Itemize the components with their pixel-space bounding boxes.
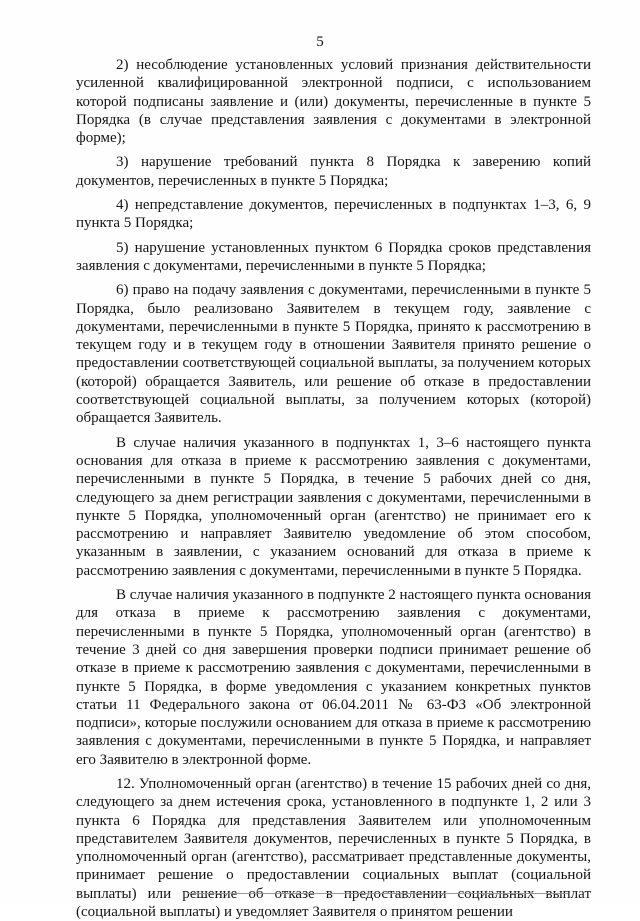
paragraph-section-12: 12. Уполномоченный орган (агентство) в течение 15 рабочих дней со дня, следующего за днем истечения срока, установленного в подпункте 1, 2 или 3 пункта 6 Порядка для представления Заявителем или уполномоченным представителем Заявителя документов, перечисленных в пункте 5 Порядка, в уполномоченный орган (агентство), рассматривает представленные документы, принимает решение о предоставлении социальных выплат (социальной выплаты) или решение об отказе в предоставлении социальных выплат (социальной выплаты) и уведомляет Заявителя о принятом решении — [76, 775, 591, 921]
page-number: 5 — [316, 34, 324, 50]
paragraph-item-3: 3) нарушение требований пункта 8 Порядка к заверению копий документов, перечисленных в пункте 5 Порядка; — [76, 154, 591, 189]
paragraph-item-2: 2) несоблюдение установленных условий признания действительности усиленной квалифицированной электронной подписи, с использованием которой подписаны заявление и (или) документы, перечисленные в пункте 5 Порядка (в случае представления заявления с документами в электронной форме); — [76, 57, 591, 147]
paragraph-item-6: 6) право на подачу заявления с документами, перечисленными в пункте 5 Порядка, было реализовано Заявителем в текущем году, заявление с документами, перечисленными в пункте 5 Порядка, принято к рассмотрению в текущем году и в текущем году в отношении Заявителя принято решение о предоставлении соответствующей социальной выплаты, за получением которых (которой) обращается Заявитель, или решение об отказе в предоставлении соответствующей социальной выплаты, за получением которых (которой) обращается Заявитель. — [76, 282, 591, 427]
document-body — [76, 56, 591, 921]
paragraph-refusal-procedure: В случае наличия указанного в подпунктах 1, 3–6 настоящего пункта основания для отказа в приеме к рассмотрению заявления с документами, перечисленными в пункте 5 Порядка, в течение 5 рабочих дней со дня, следующего за днем регистрации заявления с документами, перечисленными в пункте 5 Порядка, уполномоченный орган (агентство) не принимает его к рассмотрению и направляет Заявителю уведомление об этом способом, указанным в заявлении, с указанием оснований для отказа в приеме к рассмотрению заявления с документами, перечисленными в пункте 5 Порядка. — [76, 434, 591, 579]
paragraph-signature-refusal: В случае наличия указанного в подпункте 2 настоящего пункта основания для отказа в приеме к рассмотрению заявления с документами, перечисленными в пункте 5 Порядка, уполномоченный орган (агентство) в течение 3 дней со дня завершения проверки подписи принимает решение об отказе в приеме к рассмотрению заявления с документами, перечисленными в пункте 5 Порядка, в форме уведомления с указанием конкретных пунктов статьи 11 Федерального закона от 06.04.2011 № 63-ФЗ «Об электронной подписи», которые послужили основанием для отказа в приеме к рассмотрению заявления с документами, перечисленными в пункте 5 Порядка, и направляет его Заявителю в электронной форме. — [76, 587, 591, 768]
scan-edge-line — [188, 893, 568, 894]
paragraph-item-5: 5) нарушение установленных пунктом 6 Порядка сроков представления заявления с документами, перечисленными в пункте 5 Порядка; — [76, 239, 591, 274]
paragraph-item-4: 4) непредставление документов, перечисленных в подпунктах 1–3, 6, 9 пункта 5 Порядка; — [76, 197, 591, 232]
